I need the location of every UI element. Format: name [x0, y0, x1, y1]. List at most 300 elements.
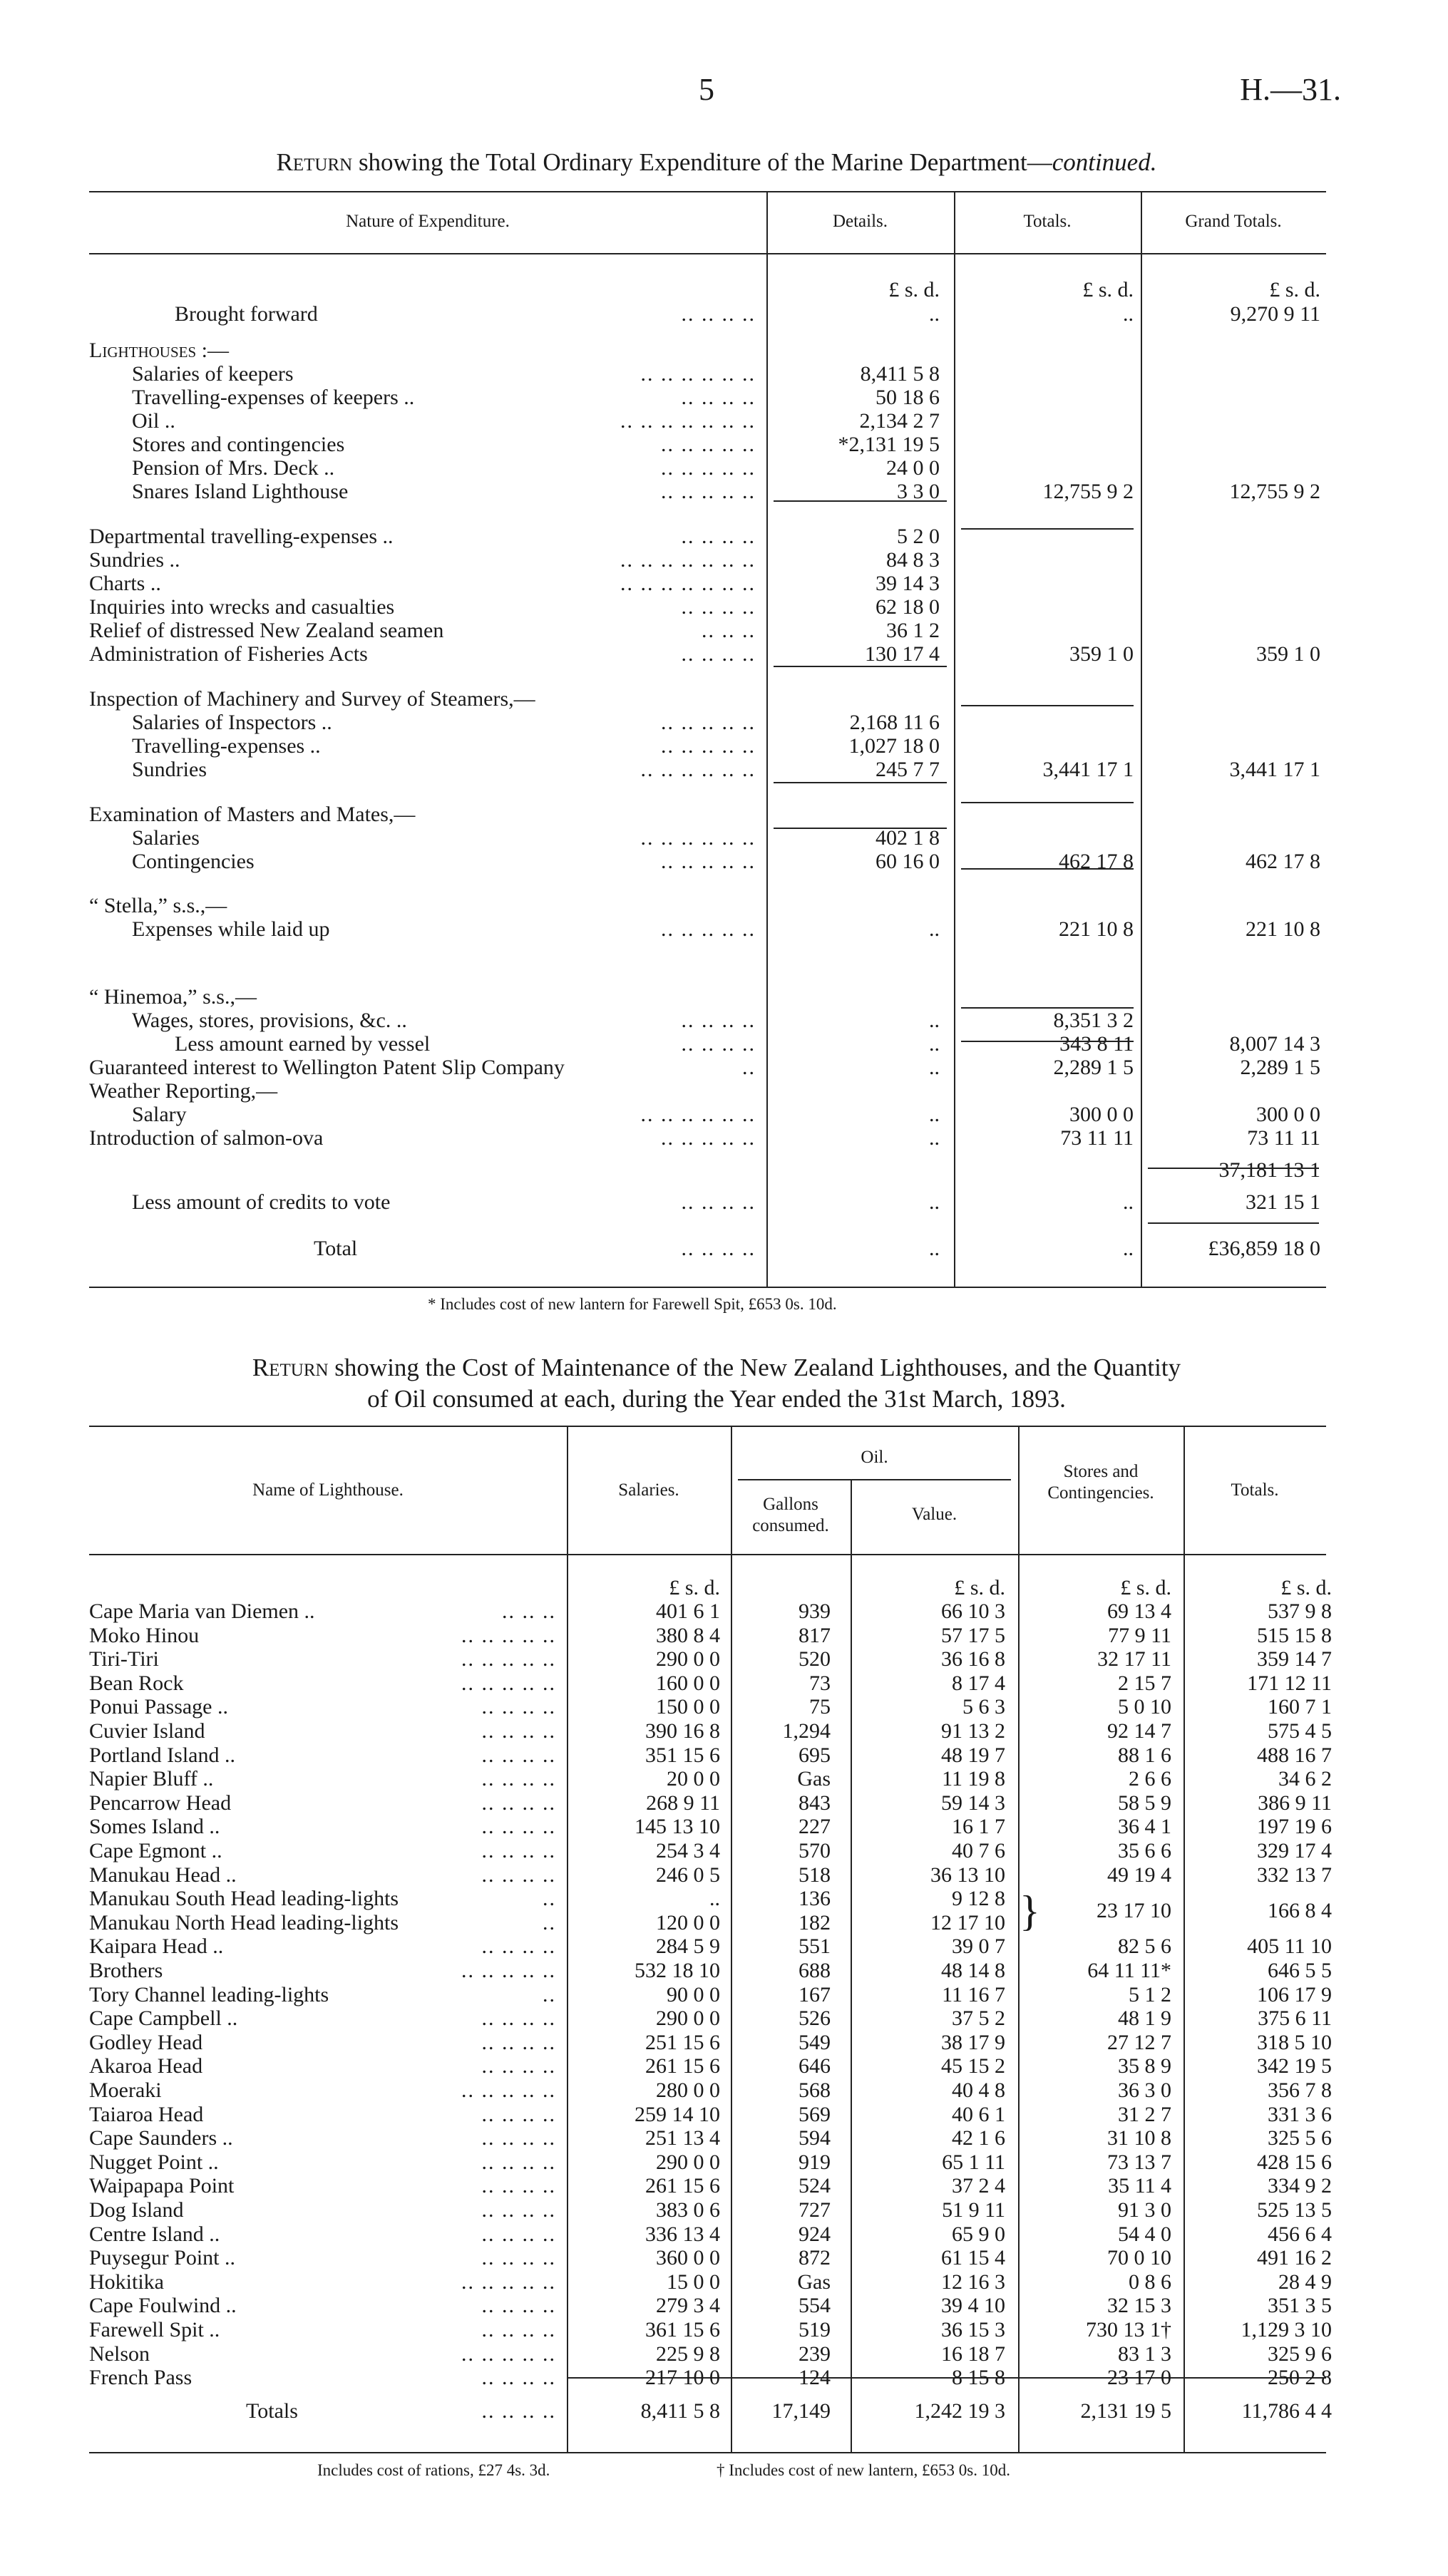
gallons-consumed: 554 [799, 2294, 831, 2318]
expenditure-line-label: Salaries [132, 826, 200, 850]
subtotal-rule [961, 868, 1134, 870]
lighthouse-name: Portland Island .. [89, 1743, 235, 1767]
gallons-consumed: 73 [809, 1671, 831, 1695]
oil-value: 11 19 8 [942, 1767, 1005, 1791]
oil-value: 12 16 3 [941, 2270, 1005, 2294]
gallons-consumed: 526 [799, 2006, 831, 2031]
stores-amount: 48 1 9 [1118, 2006, 1171, 2031]
oil-sub-rule [738, 1479, 1011, 1480]
gallons-consumed: 75 [809, 1695, 831, 1719]
leader-dots: .. .. .. .. [481, 2174, 556, 2198]
details-amount: 50 18 6 [876, 386, 940, 409]
stores-amount: 36 4 1 [1118, 1815, 1171, 1839]
stores-amount: 35 8 9 [1118, 2054, 1171, 2078]
salaries-amount: 336 13 4 [645, 2222, 720, 2246]
lighthouse-name: Brothers [89, 1959, 163, 1982]
expenditure-line-label: Contingencies [132, 850, 255, 873]
leader-dots: .. .. .. .. .. .. [640, 826, 756, 850]
lighthouse-name: Nugget Point .. [89, 2150, 219, 2174]
gallons-consumed: 549 [799, 2030, 831, 2054]
oil-value: 16 1 7 [952, 1815, 1005, 1839]
header-lighthouse-name: Name of Lighthouse. [252, 1480, 404, 1500]
table1-bottom-rule [89, 1287, 1326, 1288]
oil-value: 59 14 3 [941, 1791, 1005, 1815]
stores-amount: 2 15 7 [1118, 1671, 1171, 1695]
row-total-amount: 515 15 8 [1257, 1623, 1332, 1647]
row-total-amount: 488 16 7 [1257, 1743, 1332, 1767]
stores-amount: 88 1 6 [1118, 1743, 1171, 1767]
expenditure-line-label: Relief of distressed New Zealand seamen [89, 619, 444, 642]
row-total-amount: 28 4 9 [1278, 2270, 1332, 2294]
expenditure-line-label: Wages, stores, provisions, &c. .. [132, 1009, 407, 1032]
expenditure-line-label: Charts .. [89, 572, 161, 595]
details-amount: .. [929, 1056, 940, 1079]
table1-title [89, 147, 1344, 178]
row-total-amount: 332 13 7 [1257, 1863, 1332, 1887]
lighthouse-name: Taiaroa Head [89, 2102, 204, 2126]
salaries-amount: 279 3 4 [656, 2294, 720, 2318]
leader-dots: .. .. .. [502, 1599, 556, 1623]
details-amount: 2,168 11 6 [849, 711, 940, 734]
expenditure-line-label: Salary [132, 1103, 187, 1126]
gallons-consumed: 551 [799, 1934, 831, 1959]
header-nature: Nature of Expenditure. [346, 212, 510, 231]
leader-dots: .. .. .. .. [481, 2102, 556, 2126]
row-total-amount: 166 8 4 [1268, 1899, 1332, 1922]
oil-value: 65 1 11 [942, 2150, 1005, 2174]
leader-dots: .. .. .. .. [681, 302, 756, 326]
oil-value: 48 19 7 [941, 1743, 1005, 1767]
lighthouse-name: Somes Island .. [89, 1815, 220, 1839]
row-total-amount: 334 9 2 [1268, 2174, 1332, 2198]
details-amount: .. [929, 1032, 940, 1056]
lighthouse-name: Cape Foulwind .. [89, 2294, 237, 2318]
details-amount: 62 18 0 [876, 595, 940, 619]
salaries-amount: 268 9 11 [646, 1791, 720, 1815]
leader-dots: .. .. .. .. [481, 1863, 556, 1887]
stores-amount: 31 10 8 [1107, 2126, 1171, 2150]
leader-dots: .. .. .. .. [481, 2054, 556, 2078]
expenditure-line-label: Sundries .. [89, 548, 180, 572]
salaries-amount: 15 0 0 [667, 2270, 720, 2294]
leader-dots: .. .. .. .. .. [461, 2078, 556, 2102]
totals-amount: .. [1123, 1190, 1134, 1214]
salaries-amount: 160 0 0 [656, 1671, 720, 1695]
salaries-amount: 284 5 9 [656, 1934, 720, 1959]
grand-total-amount: 2,289 1 5 [1240, 1056, 1320, 1079]
leader-dots: .. .. .. .. .. [461, 2270, 556, 2294]
totals-label: Totals [246, 2399, 298, 2423]
oil-value: 51 9 11 [942, 2198, 1005, 2222]
oil-value: 37 2 4 [952, 2174, 1005, 2198]
total-salaries: 8,411 5 8 [640, 2399, 720, 2423]
table2-title [89, 1352, 1344, 1415]
lighthouse-name: Dog Island [89, 2198, 184, 2222]
row-total-amount: 318 5 10 [1257, 2030, 1332, 2054]
leader-dots: .. .. .. .. .. [661, 1126, 756, 1150]
table1-title-suffix: continued. [1052, 148, 1157, 176]
details-amount: 84 8 3 [886, 548, 940, 572]
salaries-amount: 259 14 10 [635, 2102, 720, 2126]
lighthouse-name: Cape Maria van Diemen .. [89, 1599, 315, 1623]
leader-dots: .. .. .. .. [481, 2246, 556, 2270]
details-amount: 402 1 8 [876, 826, 940, 850]
details-amount: .. [929, 1190, 940, 1214]
expenditure-line-label: Less amount of credits to vote [132, 1190, 391, 1214]
stores-amount: 5 0 10 [1118, 1695, 1171, 1719]
oil-value: 40 6 1 [952, 2102, 1005, 2126]
leader-dots: .. .. .. .. [481, 2222, 556, 2246]
leader-dots: .. .. .. .. [481, 2318, 556, 2341]
lighthouse-name: Manukau North Head leading-lights [89, 1910, 399, 1934]
subtotal-rule [774, 666, 947, 667]
oil-value: 8 15 8 [952, 2366, 1005, 2390]
total-stores: 2,131 19 5 [1080, 2399, 1171, 2423]
details-amount: 2,134 2 7 [859, 409, 940, 433]
salaries-amount: 290 0 0 [656, 2006, 720, 2031]
totals-amount: 8,351 3 2 [1053, 1009, 1134, 1032]
details-amount: .. [929, 1009, 940, 1032]
gallons-consumed: 124 [799, 2366, 831, 2390]
leader-dots: .. .. .. .. [681, 1237, 756, 1260]
gallons-consumed: 924 [799, 2222, 831, 2246]
stores-amount: 35 11 4 [1108, 2174, 1171, 2198]
salaries-amount: 251 13 4 [645, 2126, 720, 2150]
lighthouse-name: Tory Channel leading-lights [89, 1982, 329, 2006]
salaries-amount: 225 9 8 [656, 2341, 720, 2366]
row-total-amount: 537 9 8 [1268, 1599, 1332, 1623]
document-id: H.—31. [1240, 72, 1341, 107]
leader-dots: .. .. .. .. .. [461, 1959, 556, 1982]
salaries-amount: 290 0 0 [656, 2150, 720, 2174]
lighthouse-name: Nelson [89, 2341, 150, 2366]
expenditure-line-label: Departmental travelling-expenses .. [89, 525, 394, 548]
gallons-consumed: 646 [799, 2054, 831, 2078]
row-total-amount: 386 9 11 [1258, 1791, 1332, 1815]
leader-dots: .. .. .. .. [481, 2006, 556, 2031]
totals-amount: 359 1 0 [1069, 642, 1134, 666]
page-number: 5 [699, 72, 714, 107]
oil-value: 57 17 5 [941, 1623, 1005, 1647]
leader-dots: .. .. .. .. .. [661, 433, 756, 456]
details-amount: 8,411 5 8 [860, 362, 940, 386]
leader-dots: .. .. .. .. .. .. .. [620, 572, 756, 595]
totals-amount: 2,289 1 5 [1053, 1056, 1134, 1079]
leader-dots: .. .. .. .. .. [661, 456, 756, 480]
row-total-amount: 405 11 10 [1247, 1934, 1332, 1959]
header-salaries: Salaries. [618, 1480, 679, 1500]
row-total-amount: 351 3 5 [1268, 2294, 1332, 2318]
table1-col-divider [954, 191, 955, 1287]
leader-dots: .. .. .. .. [681, 1009, 756, 1032]
leader-dots: .. [742, 1056, 756, 1079]
details-amount: .. [929, 302, 940, 326]
row-total-amount: 456 6 4 [1268, 2222, 1332, 2246]
oil-value: 39 0 7 [952, 1934, 1005, 1959]
grand-total-amount: 8,007 14 3 [1229, 1032, 1320, 1056]
grand-total-amount: 12,755 9 2 [1229, 480, 1320, 503]
leader-dots: .. .. .. .. [481, 2198, 556, 2222]
salaries-amount: 401 6 1 [656, 1599, 720, 1623]
lighthouse-name: Bean Rock [89, 1671, 184, 1695]
salaries-amount: 20 0 0 [667, 1767, 720, 1791]
gallons-consumed: 569 [799, 2102, 831, 2126]
manukau-brace: } [1020, 1887, 1040, 1935]
grand-total-amount: 300 0 0 [1256, 1103, 1320, 1126]
oil-value: 36 15 3 [941, 2318, 1005, 2341]
oil-value: 8 17 4 [952, 1671, 1005, 1695]
expenditure-line-label: “ Stella,” s.s.,— [89, 894, 227, 917]
lighthouse-name: Napier Bluff .. [89, 1767, 214, 1791]
leader-dots: .. .. .. .. .. [461, 1671, 556, 1695]
lighthouse-name: Manukau Head .. [89, 1863, 237, 1887]
expenditure-line-label: Administration of Fisheries Acts [89, 642, 368, 666]
header-gallons: Gallons consumed. [752, 1495, 829, 1535]
expenditure-line-label: Lighthouses :— [89, 339, 229, 362]
stores-amount: 58 5 9 [1118, 1791, 1171, 1815]
gallons-consumed: 182 [799, 1910, 831, 1934]
grand-total-amount: 37,181 13 1 [1218, 1158, 1320, 1182]
lighthouse-name: Centre Island .. [89, 2222, 220, 2246]
row-total-amount: 197 19 6 [1257, 1815, 1332, 1839]
details-amount: 39 14 3 [876, 572, 940, 595]
subtotal-rule [774, 828, 947, 829]
leader-dots: .. .. .. .. [681, 1190, 756, 1214]
row-total-amount: 342 19 5 [1257, 2054, 1332, 2078]
oil-value: 12 17 10 [930, 1910, 1005, 1934]
salaries-amount: 90 0 0 [667, 1982, 720, 2006]
expenditure-line-label: Stores and contingencies [132, 433, 345, 456]
grand-total-amount: 73 11 11 [1247, 1126, 1320, 1150]
salaries-amount: 360 0 0 [656, 2246, 720, 2270]
gallons-consumed: Gas [797, 1767, 831, 1791]
header-totals: Totals. [1231, 1480, 1279, 1500]
gallons-consumed: 570 [799, 1839, 831, 1863]
oil-value: 65 9 0 [952, 2222, 1005, 2246]
oil-value: 11 16 7 [942, 1982, 1005, 2006]
oil-value: 40 7 6 [952, 1839, 1005, 1863]
header-value: Value. [911, 1505, 957, 1524]
lighthouse-name: Puysegur Point .. [89, 2246, 236, 2270]
table2-title-line2: of Oil consumed at each, during the Year ended the 31st March, 1893. [367, 1385, 1066, 1413]
expenditure-line-label: Introduction of salmon-ova [89, 1126, 324, 1150]
salaries-amount: .. [709, 1887, 720, 1911]
expenditure-line-label: Travelling-expenses of keepers .. [132, 386, 415, 409]
totals-amount: 3,441 17 1 [1042, 758, 1134, 781]
lighthouse-name: Cuvier Island [89, 1719, 205, 1743]
leader-dots: .. .. .. .. [481, 2030, 556, 2054]
subtotal-rule [774, 500, 947, 502]
table2-bottom-rule [89, 2452, 1326, 2453]
details-amount: .. [929, 1103, 940, 1126]
leader-dots: .. [543, 1910, 556, 1934]
totals-amount: .. [1123, 1237, 1134, 1260]
table2-top-rule [89, 1426, 1326, 1427]
leader-dots: .. .. .. .. .. .. .. [620, 409, 756, 433]
table2-col-divider [567, 1426, 568, 2452]
table1-footnote: * Includes cost of new lantern for Farewell Spit, £653 0s. 10d. [428, 1295, 837, 1313]
table2-footnote-rations: Includes cost of rations, £27 4s. 3d. [317, 2461, 550, 2479]
grand-total-amount: 9,270 9 11 [1230, 302, 1320, 326]
leader-dots: .. .. .. .. .. .. [640, 1103, 756, 1126]
oil-value: 61 15 4 [941, 2246, 1005, 2270]
lighthouse-name: Waipapapa Point [89, 2174, 235, 2198]
oil-value: 42 1 6 [952, 2126, 1005, 2150]
table1-col-divider [766, 191, 768, 1287]
stores-amount: 730 13 1† [1086, 2318, 1171, 2341]
table2-header-rule [89, 1554, 1326, 1555]
leader-dots: .. .. .. .. [481, 2150, 556, 2174]
stores-amount: 32 17 11 [1097, 1647, 1171, 1671]
stores-amount: 2 6 6 [1129, 1767, 1171, 1791]
stores-amount: 70 0 10 [1107, 2246, 1171, 2270]
table1-title-rest: showing the Total Ordinary Expenditure of the Marine Department— [352, 148, 1052, 176]
expenditure-line-label: Examination of Masters and Mates,— [89, 803, 416, 826]
oil-value: 40 4 8 [952, 2078, 1005, 2102]
details-amount: 245 7 7 [876, 758, 940, 781]
details-amount: .. [929, 1237, 940, 1260]
units-value: £ s. d. [954, 1576, 1005, 1599]
subtotal-rule [961, 528, 1134, 530]
details-amount: 5 2 0 [897, 525, 940, 548]
expenditure-line-label: Sundries [132, 758, 207, 781]
stores-amount: 27 12 7 [1107, 2030, 1171, 2054]
header-grand-totals: Grand Totals. [1185, 212, 1282, 231]
salaries-amount: 380 8 4 [656, 1623, 720, 1647]
gallons-consumed: Gas [797, 2270, 831, 2294]
totals-amount: 343 8 11 [1059, 1032, 1134, 1056]
leader-dots: .. .. .. .. .. [661, 917, 756, 941]
salaries-amount: 261 15 6 [645, 2174, 720, 2198]
total-oil-value: 1,242 19 3 [914, 2399, 1005, 2423]
units-totals: £ s. d. [1082, 278, 1134, 302]
oil-value: 48 14 8 [941, 1959, 1005, 1982]
details-amount: 36 1 2 [886, 619, 940, 642]
leader-dots: .. .. .. .. .. .. [640, 758, 756, 781]
salaries-amount: 261 15 6 [645, 2054, 720, 2078]
stores-amount: 77 9 11 [1108, 1623, 1171, 1647]
stores-amount: 92 14 7 [1107, 1719, 1171, 1743]
details-amount: .. [929, 917, 940, 941]
oil-value: 36 13 10 [930, 1863, 1005, 1887]
expenditure-line-label: “ Hinemoa,” s.s.,— [89, 985, 257, 1009]
expenditure-line-label: Guaranteed interest to Wellington Patent Slip Company [89, 1056, 565, 1079]
lighthouse-name: Cape Egmont .. [89, 1839, 222, 1863]
subtotal-rule [961, 1041, 1134, 1042]
grand-total-amount: 321 15 1 [1246, 1190, 1320, 1214]
leader-dots: .. .. .. .. [681, 386, 756, 409]
gallons-consumed: 520 [799, 1647, 831, 1671]
units-details: £ s. d. [888, 278, 940, 302]
expenditure-line-label: Less amount earned by vessel [175, 1032, 431, 1056]
gallons-consumed: 167 [799, 1982, 831, 2006]
leader-dots: .. .. .. .. [681, 642, 756, 666]
table2-footnote-lantern: † Includes cost of new lantern, £653 0s. 10d. [717, 2461, 1011, 2479]
row-total-amount: 575 4 5 [1268, 1719, 1332, 1743]
expenditure-line-label: Snares Island Lighthouse [132, 480, 349, 503]
row-total-amount: 325 5 6 [1268, 2126, 1332, 2150]
table2-col-divider [1018, 1426, 1020, 2452]
lighthouse-name: Cape Saunders .. [89, 2126, 233, 2150]
salaries-amount: 532 18 10 [635, 1959, 720, 1982]
row-total-amount: 329 17 4 [1257, 1839, 1332, 1863]
lighthouse-name: Tiri-Tiri [89, 1647, 159, 1671]
leader-dots: .. .. .. .. .. [661, 734, 756, 758]
expenditure-line-label: Total [314, 1237, 358, 1260]
stores-amount: 5 1 2 [1129, 1982, 1171, 2006]
expenditure-line-label: Salaries of keepers [132, 362, 294, 386]
leader-dots: .. .. .. .. .. [461, 1623, 556, 1647]
totals-amount: 300 0 0 [1069, 1103, 1134, 1126]
subtotal-rule [961, 705, 1134, 706]
lighthouse-name: Cape Campbell .. [89, 2006, 238, 2031]
oil-value: 45 15 2 [941, 2054, 1005, 2078]
salaries-amount: 361 15 6 [645, 2318, 720, 2341]
subtotal-rule [1148, 1168, 1319, 1169]
table2-col-divider [1183, 1426, 1185, 2452]
grand-total-amount: 3,441 17 1 [1229, 758, 1320, 781]
units-stores: £ s. d. [1120, 1576, 1171, 1599]
oil-value: 37 5 2 [952, 2006, 1005, 2031]
salaries-amount: 217 10 0 [645, 2366, 720, 2390]
lighthouse-name: Akaroa Head [89, 2054, 203, 2078]
lighthouse-name: Farewell Spit .. [89, 2318, 220, 2341]
salaries-amount: 251 15 6 [645, 2030, 720, 2054]
gallons-consumed: 919 [799, 2150, 831, 2174]
table1-title-prefix: Return [276, 148, 353, 176]
expenditure-line-label: Inquiries into wrecks and casualties [89, 595, 395, 619]
gallons-consumed: 519 [799, 2318, 831, 2341]
row-total-amount: 356 7 8 [1268, 2078, 1332, 2102]
gallons-consumed: 1,294 [782, 1719, 831, 1743]
salaries-amount: 254 3 4 [656, 1839, 720, 1863]
gallons-consumed: 872 [799, 2246, 831, 2270]
salaries-amount: 145 13 10 [635, 1815, 720, 1839]
expenditure-line-label: Weather Reporting,— [89, 1079, 278, 1103]
expenditure-line-label: Expenses while laid up [132, 917, 330, 941]
lighthouse-name: Moeraki [89, 2078, 162, 2102]
lighthouse-name: Ponui Passage .. [89, 1695, 228, 1719]
expenditure-line-label: Pension of Mrs. Deck .. [132, 456, 335, 480]
expenditure-line-label: Travelling-expenses .. [132, 734, 321, 758]
stores-amount: 83 1 3 [1118, 2341, 1171, 2366]
stores-amount: 36 3 0 [1118, 2078, 1171, 2102]
row-total-amount: 375 6 11 [1258, 2006, 1332, 2031]
expenditure-line-label: Oil .. [132, 409, 175, 433]
table2-col-divider [731, 1426, 732, 2452]
oil-value: 66 10 3 [941, 1599, 1005, 1623]
leader-dots: .. .. .. .. [481, 1839, 556, 1863]
gallons-consumed: 518 [799, 1863, 831, 1887]
details-amount: 60 16 0 [876, 850, 940, 873]
leader-dots: .. .. .. .. .. [661, 711, 756, 734]
gallons-consumed: 727 [799, 2198, 831, 2222]
leader-dots: .. .. .. .. [481, 1767, 556, 1791]
lighthouse-name: Manukau South Head leading-lights [89, 1887, 399, 1911]
stores-amount: 23 17 10 [1097, 1899, 1171, 1922]
gallons-consumed: 843 [799, 1791, 831, 1815]
leader-dots: .. .. .. .. .. [461, 2341, 556, 2366]
grand-total-amount: 221 10 8 [1246, 917, 1320, 941]
row-total-amount: 34 6 2 [1278, 1767, 1332, 1791]
row-total-amount: 106 17 9 [1257, 1982, 1332, 2006]
gallons-consumed: 524 [799, 2174, 831, 2198]
leader-dots: .. .. .. .. [481, 2399, 556, 2423]
oil-value: 39 4 10 [941, 2294, 1005, 2318]
leader-dots: .. .. .. .. [481, 1743, 556, 1767]
totals-amount: 221 10 8 [1059, 917, 1134, 941]
stores-amount: 23 17 0 [1107, 2366, 1171, 2390]
